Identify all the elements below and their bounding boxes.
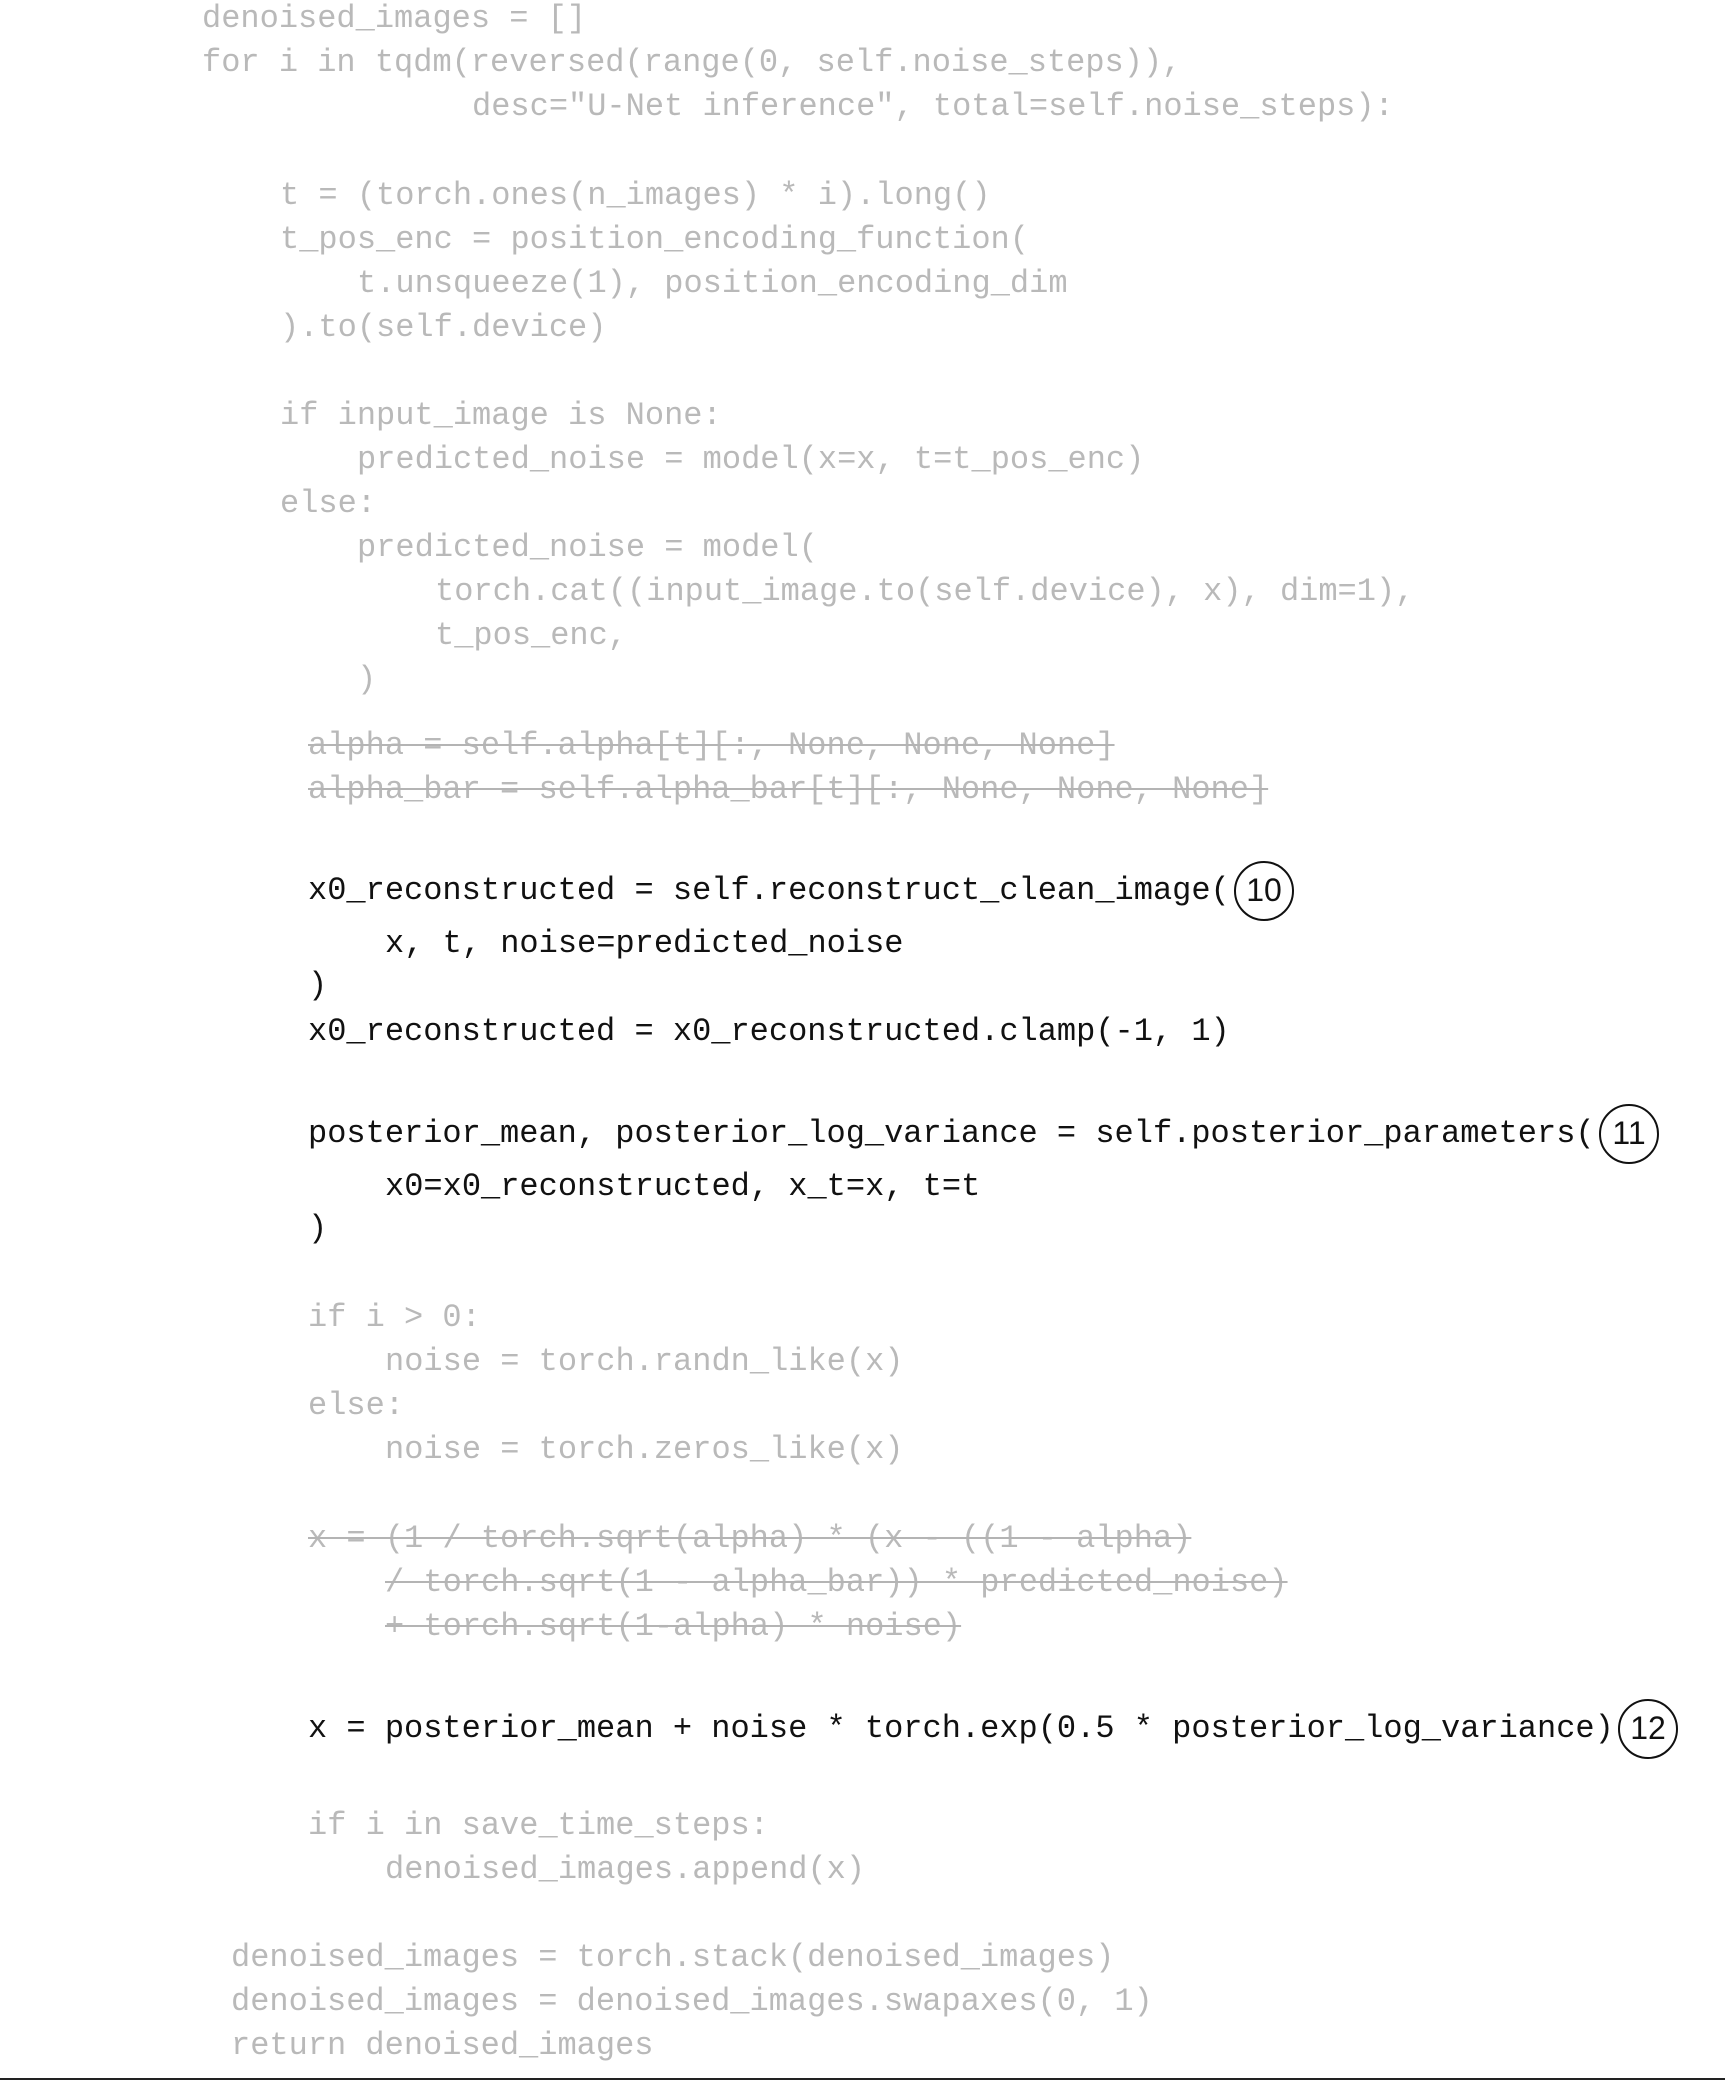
code-line-text: x0=x0_reconstructed, x_t=x, t=t <box>385 1168 981 1205</box>
code-line <box>308 966 327 1006</box>
code-line <box>280 484 376 524</box>
code-line <box>308 1386 404 1426</box>
code-line-text: noise = torch.zeros_like(x) <box>385 1431 904 1468</box>
code-line-text: if i in save_time_steps: <box>308 1807 769 1844</box>
code-line-text: t = (torch.ones(n_images) * i).long() <box>280 177 991 214</box>
code-line <box>308 1806 769 1846</box>
code-line-text: desc="U-Net inference", total=self.noise_steps): <box>472 88 1394 125</box>
code-line <box>280 396 722 436</box>
code-line-text: else: <box>308 1387 405 1424</box>
code-line <box>231 1938 1114 1978</box>
code-line <box>308 1298 481 1338</box>
code-line-text: torch.cat((input_image.to(self.device), x), dim=1), <box>435 573 1415 610</box>
code-line-text: noise = torch.randn_like(x) <box>385 1343 904 1380</box>
code-line <box>357 264 1068 304</box>
code-line <box>231 1982 1153 2022</box>
code-line <box>280 308 606 348</box>
code-line-text: predicted_noise = model( <box>357 529 818 566</box>
code-line-text: ) <box>308 1210 328 1247</box>
code-line-text: x0_reconstructed = x0_reconstructed.clamp(-1, 1) <box>308 1013 1230 1050</box>
code-line <box>308 1519 1191 1559</box>
code-line <box>385 1167 980 1207</box>
code-line-text: x0_reconstructed = self.reconstruct_clean_image( <box>308 872 1230 909</box>
code-line-text: t_pos_enc, <box>435 617 628 654</box>
code-line <box>385 1342 903 1382</box>
code-line-text: + torch.sqrt(1-alpha) * noise) <box>385 1608 962 1645</box>
code-line <box>231 2026 653 2066</box>
code-line <box>385 1563 1288 1603</box>
code-line-text: x, t, noise=predicted_noise <box>385 925 904 962</box>
code-line <box>435 616 627 656</box>
code-line-text: t_pos_enc = position_encoding_function( <box>280 221 1029 258</box>
code-line <box>308 770 1268 810</box>
code-line <box>308 1209 327 1249</box>
code-line-text: denoised_images = [] <box>202 0 587 37</box>
code-line-text: predicted_noise = model(x=x, t=t_pos_enc) <box>357 441 1145 478</box>
code-line-text: if input_image is None: <box>280 397 722 434</box>
code-line <box>308 871 1230 911</box>
code-line <box>357 528 818 568</box>
code-line-text: denoised_images.append(x) <box>385 1851 866 1888</box>
code-line-text: ) <box>308 967 328 1004</box>
code-line <box>308 1114 1595 1154</box>
code-line-text: x = posterior_mean + noise * torch.exp(0.5 * posterior_log_variance) <box>308 1710 1614 1747</box>
code-line-text: if i > 0: <box>308 1299 481 1336</box>
callout-badge: 12 <box>1618 1699 1678 1759</box>
code-line-text: for i in tqdm(reversed(range(0, self.noise_steps)), <box>202 44 1182 81</box>
code-line-text: / torch.sqrt(1 - alpha_bar)) * predicted_noise) <box>385 1564 1288 1601</box>
code-line <box>357 440 1144 480</box>
code-line <box>385 1607 961 1647</box>
code-line-text: x = (1 / torch.sqrt(alpha) * (x - ((1 - alpha) <box>308 1520 1192 1557</box>
code-line <box>385 1850 865 1890</box>
code-line-text: posterior_mean, posterior_log_variance = self.posterior_parameters( <box>308 1115 1595 1152</box>
code-line-text: alpha = self.alpha[t][:, None, None, None] <box>308 727 1115 764</box>
code-line <box>357 660 376 700</box>
code-line <box>308 1012 1230 1052</box>
code-line <box>202 0 586 39</box>
code-line <box>280 176 991 216</box>
code-line <box>308 1709 1614 1749</box>
callout-badge: 10 <box>1234 861 1294 921</box>
code-line-text: t.unsqueeze(1), position_encoding_dim <box>357 265 1068 302</box>
code-line-text: ) <box>357 661 377 698</box>
code-line <box>385 1430 903 1470</box>
code-line-text: denoised_images = torch.stack(denoised_images) <box>231 1939 1115 1976</box>
code-line <box>308 726 1115 766</box>
callout-badge: 11 <box>1599 1104 1659 1164</box>
code-line-text: return denoised_images <box>231 2027 654 2064</box>
code-line <box>472 87 1394 127</box>
code-line <box>202 43 1181 83</box>
code-line <box>280 220 1029 260</box>
code-line-text: alpha_bar = self.alpha_bar[t][:, None, None, None] <box>308 771 1269 808</box>
code-line-text: ).to(self.device) <box>280 309 607 346</box>
code-line <box>385 924 903 964</box>
code-line-text: denoised_images = denoised_images.swapaxes(0, 1) <box>231 1983 1153 2020</box>
bottom-rule <box>0 2078 1725 2080</box>
code-line-text: else: <box>280 485 377 522</box>
code-line <box>435 572 1414 612</box>
